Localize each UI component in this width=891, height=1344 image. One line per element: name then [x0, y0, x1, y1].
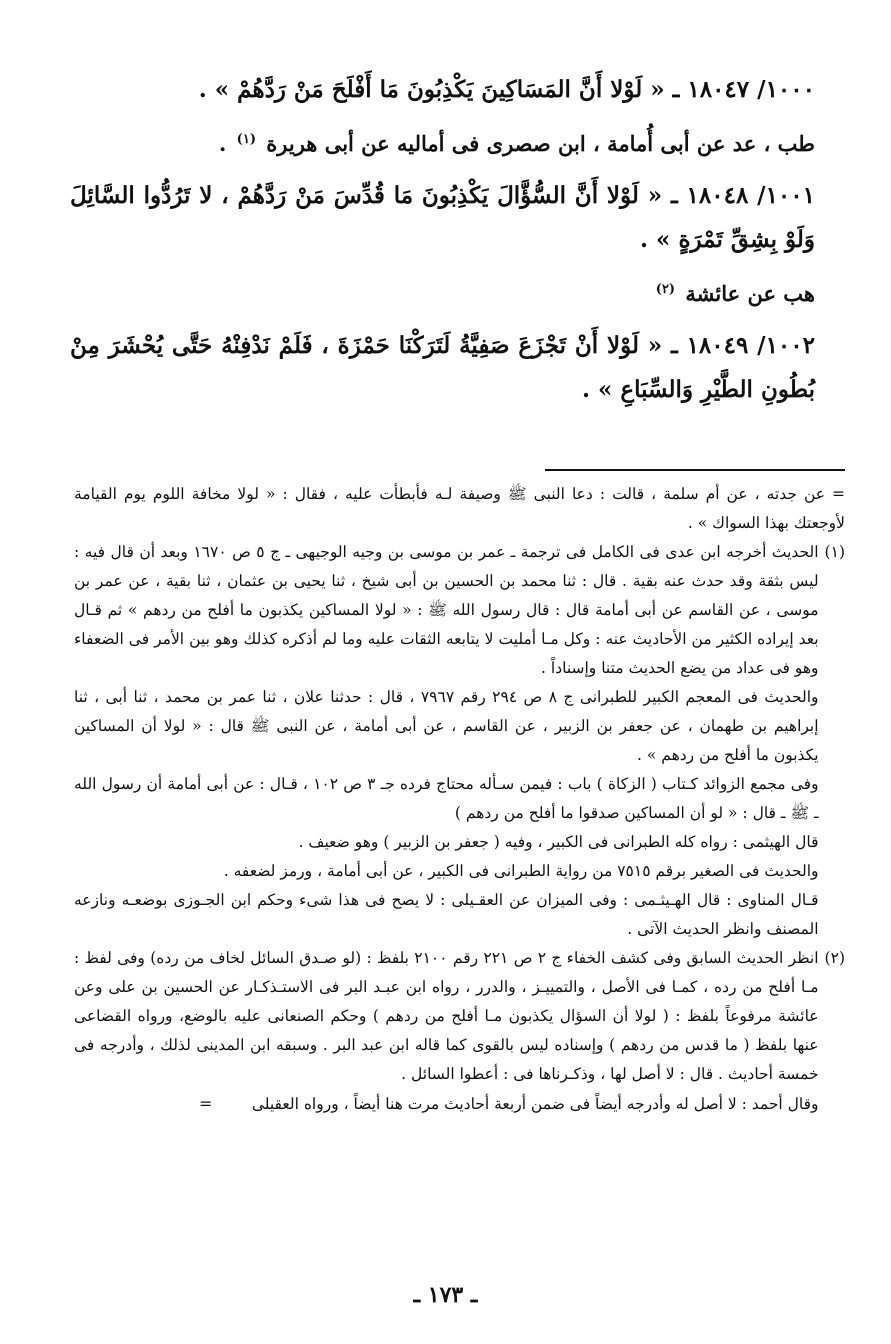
footnote-marker: (٢) [655, 282, 676, 297]
footnote-paragraph: والحديث فى المعجم الكبير للطبرانى ج ٨ ص ٢٩٤ رقم ٧٩٦٧ ، قال : حدثنا علان ، ثنا عمر بن محمد ، ثنا أبى ، ثنا إبراهيم بن طهمان ، عن جعفر بن الزبير ، عن القاسم ، عن أبى أمامة ، عن النبى ﷺ قال : « لولا أن المساكين يكذبون ما أفلح من ردهم » . [74, 688, 819, 764]
source-text: طب ، عد عن أبى أُمامة ، ابن صصرى فى أماليه عن أبى هريرة [266, 131, 815, 156]
footnote-separator [545, 469, 845, 471]
footnote-body [74, 538, 819, 944]
hadith-entry-1001 [70, 174, 815, 314]
hadith-source [70, 270, 815, 314]
footnote-paragraph: وفى مجمع الزوائد كـتاب ( الزكاة ) باب : فيمن سـأله محتاج فرده جـ ٣ ص ١٠٢ ، قـال : عن أبى أمامة أن رسول الله ـ ﷺ ـ قال : « لو أن المساكين صدقوا ما أفلح من ردهم ) [74, 775, 819, 822]
footnote-paragraph: انظر الحديث السابق وفى كشف الخفاء ج ٢ ص ٢٢١ رقم ٢١٠٠ بلفظ : (لو صـدق السائل لخاف من رده) وفى لفظ : مـا أفلح من رده ، كمـا فى الأصل ، والتمييـز ، والدرر ، رواه ابن عبـد البر فى الاستـذكـار عن الحسين بن على وعن عائشة مرفوعاً بلفظ : ( لولا أن السؤال يكذبون مـا أفلح من ردهم ) وحكم الصنعانى عليه بالوضع، ورواه القضاعى عنها بلفظ ( ما قدس من ردهم ) وإسناده ليس بالقوى كما قاله ابن عبد البر . وسبقه ابن المدينى لذلك ، وأدرجه فى خمسة أحاديث . قال : لا أصل لها ، وذكـرناها فى : أعطوا السائل . [74, 949, 819, 1083]
footnote-number: (١) [824, 543, 845, 561]
footnote-paragraph: والحديث فى الصغير برقم ٧٥١٥ من رواية الطبرانى فى الكبير ، عن أبى أمامة ، ورمز لضعفه . [223, 862, 819, 880]
footnote-1 [74, 538, 845, 944]
source-text: هب عن عائشة [685, 281, 815, 306]
footnote-text: وقال أحمد : لا أصل له وأدرجه أيضاً فى ضمن أربعة أحاديث مرت هنا أيضاً ، ورواه العقيلى [251, 1095, 819, 1113]
hadith-text: ١٠٠١/ ١٨٠٤٨ ـ « لَوْلا أَنَّ السُّؤَّالَ يَكْذِبُونَ مَا قُدِّسَ مَنْ رَدَّهُمْ ، لا تَرُدُّوا السَّائِلَ وَلَوْ بِشِقِّ تَمْرَةٍ » . [70, 182, 815, 253]
page-number: ـ ١٧٣ ـ [413, 1282, 478, 1308]
footnote-paragraph: قـال المناوى : قال الهـيثـمى : وفى الميزان عن العقـيلى : لا يصح فى هذا شىء وحكم ابن الجـوزى بوضعـه ونازعه المصنف وانظر الحديث الآتى . [74, 891, 819, 938]
footnote-paragraph: الحديث أخرجه ابن عدى فى الكامل فى ترجمة ـ عمر بن موسى بن وجيه الوجيهى ـ ج ٥ ص ١٦٧٠ وبعد أن قال فيه : ليس بثقة وقد حدث عنه بقية . قال : ثنا محمد بن الحسين بن أبى شيخ ، ثنا يحيى بن عثمان ، ثنا بقية ، عن عمر بن موسى ، عن القاسم عن أبى أمامة قال : قال رسول الله ﷺ : « لولا المساكين يكذبون ما أفلح من ردهم » ثم قـال بعد إيراده الكثير من الأحاديث عنه : وكل مـا أمليت لا يتابعه الثقات عليه وما لم أذكره كذلك وهو بين الأمر فى الضعفاء وهو فى عداد من يضع الحديث متنا وإسناداً . [74, 543, 819, 677]
hadith-source: طب ، عد عن أبى أُمامة ، ابن صصرى فى أماليه عن أبى هريرة $^{(١)}$ . [219, 131, 815, 156]
continuation-mark: = [198, 1094, 213, 1113]
footnote-2 [74, 944, 845, 1119]
footnote-body [74, 944, 819, 1119]
footnote-paragraph: قال الهيثمى : رواه كله الطبرانى فى الكبير ، وفيه ( جعفر بن الزبير ) وهو ضعيف . [298, 833, 819, 851]
hadith-text: ١٠٠٠/ ١٨٠٤٧ ـ « لَوْلا أَنَّ المَسَاكِينَ يَكْذِبُونَ مَا أَفْلَحَ مَنْ رَدَّهُمْ » . [198, 76, 815, 103]
hadith-entry-1000 [70, 68, 815, 164]
hadith-text: ١٠٠٢/ ١٨٠٤٩ ـ « لَوْلا أَنْ تَجْزَعَ صَفِيَّةُ لَتَرَكْنَا حَمْزَةَ ، فَلَمْ نَدْفِنْهُ حَتَّى يُحْشَرَ مِنْ بُطُونِ الطَّيْرِ وَالسِّبَاعِ » . [70, 332, 815, 403]
hadith-entry-1002 [70, 324, 815, 412]
footnote-continuation: = عن جدته ، عن أم سلمة ، قالت : دعا النبى ﷺ وصيفة لـه فأبطأت عليه ، فقال : « لولا مخافة اللوم يوم القيامة لأوجعتك بهذا السواك » . [74, 485, 846, 532]
footnote-paragraph-last [74, 1089, 819, 1119]
footnote-marker: (١) [236, 132, 256, 147]
footnotes [74, 480, 845, 1119]
hadith-entries [70, 68, 815, 412]
footnote-number: (٢) [824, 949, 845, 967]
